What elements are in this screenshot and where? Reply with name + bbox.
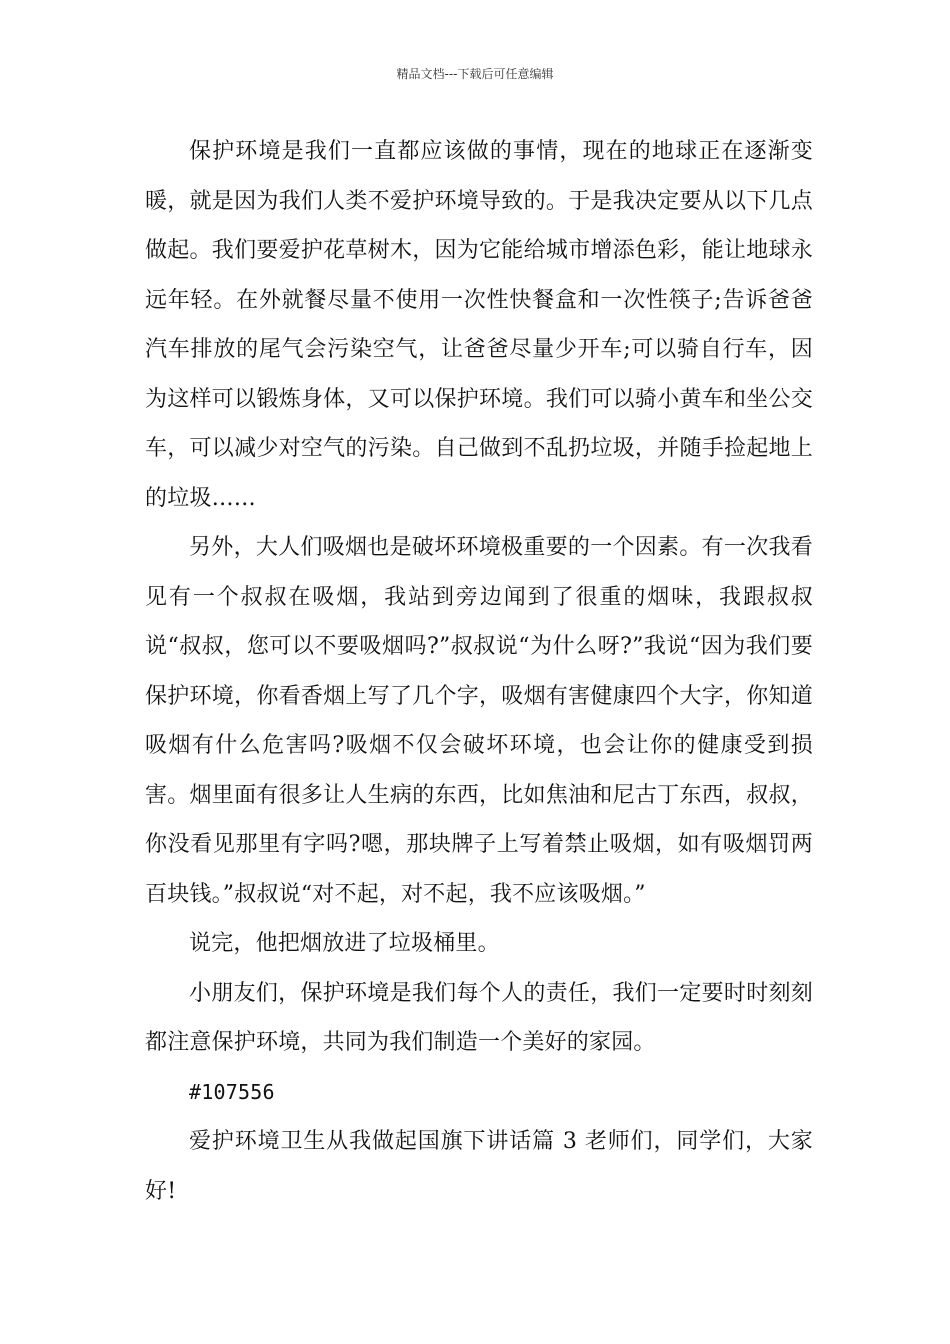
paragraph-environment-actions: 保护环境是我们一直都应该做的事情，现在的地球正在逐渐变暖，就是因为我们人类不爱护环境导致的。于是我决定要从以下几点做起。我们要爱护花草树木，因为它能给城市增添色彩，能让地球永远年轻。在外就餐尽量不使用一次性快餐盒和一次性筷子;告诉爸爸汽车排放的尾气会污染空气，让爸爸尽量少开车;可以骑自行车，因为这样可以锻炼身体，又可以保护环境。我们可以骑小黄车和坐公交车，可以减少对空气的污染。自己做到不乱扔垃圾，并随手捡起地上的垃圾…… xyxy=(145,139,813,511)
paragraph-speech-title: 爱护环境卫生从我做起国旗下讲话篇 3 老师们，同学们，大家好! xyxy=(145,1129,813,1204)
document-body xyxy=(145,127,813,1216)
paragraph-smoking-story: 另外，大人们吸烟也是破坏环境极重要的一个因素。有一次我看见有一个叔叔在吸烟，我站到旁边闻到了很重的烟味，我跟叔叔说“叔叔，您可以不要吸烟吗?”叔叔说“为什么呀?”我说“因为我们要保护环境，你看香烟上写了几个字，吸烟有害健康四个大字，你知道吸烟有什么危害吗?吸烟不仅会破坏环境，也会让你的健康受到损害。烟里面有很多让人生病的东西，比如焦油和尼古丁东西，叔叔，你没看见那里有字吗?嗯，那块牌子上写着禁止吸烟，如有吸烟罚两百块钱。”叔叔说“对不起，对不起，我不应该吸烟。” xyxy=(145,535,813,907)
paragraph-call-to-action: 小朋友们，保护环境是我们每个人的责任，我们一定要时时刻刻都注意保护环境，共同为我们制造一个美好的家园。 xyxy=(145,980,813,1055)
document-code: #107556 xyxy=(189,1079,275,1104)
page-header: 精品文档---下载后可任意编辑 xyxy=(396,67,554,81)
paragraph-trash-can: 说完，他把烟放进了垃圾桶里。 xyxy=(189,931,500,956)
